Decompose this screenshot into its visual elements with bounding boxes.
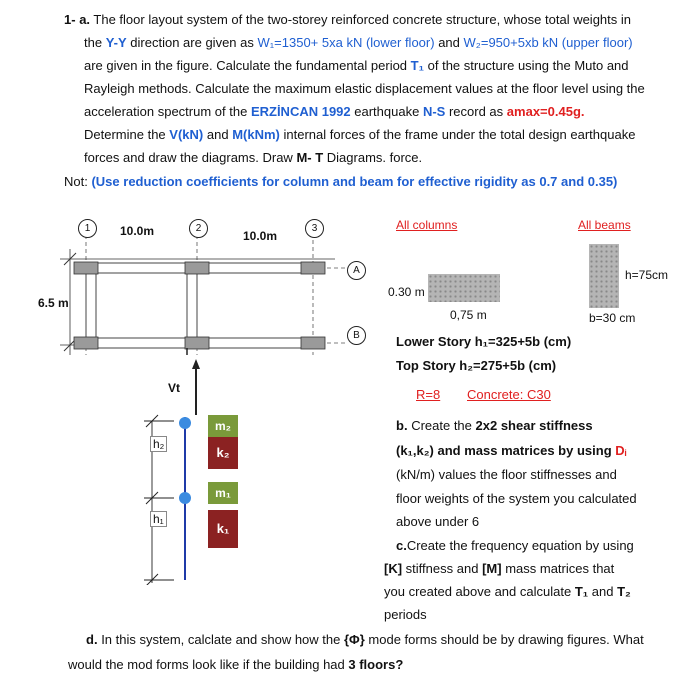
lower-story-label: Lower Story h₁=325+5b (cm) <box>396 334 572 349</box>
text-fragment: direction are given as <box>130 35 254 50</box>
column <box>185 262 209 274</box>
part-b-label: b. <box>396 418 408 433</box>
text-fragment: earthquake <box>354 104 420 119</box>
note-text: (Use reduction coefficients for column and beam for effective rigidity as 0.7 and 0.35) <box>91 174 618 189</box>
problem-line-3 <box>84 54 629 77</box>
span-label-1: 10.0m <box>120 224 155 238</box>
column-h-label: 0.30 m <box>388 285 425 299</box>
part-a-label: a. <box>79 12 91 27</box>
span-label-2: 10.0m <box>243 229 278 243</box>
text-fragment: forces and draw the diagrams. Draw <box>84 150 293 165</box>
column <box>74 337 98 349</box>
mass-node-2 <box>179 417 191 429</box>
phi-symbol: {Φ} <box>344 632 365 647</box>
axis-bubble-a: A <box>347 261 366 280</box>
text-fragment: 3 floors? <box>348 657 404 672</box>
column-section <box>428 274 500 302</box>
text-fragment: you created above and calculate <box>384 584 572 599</box>
problem-line-1 <box>64 8 631 31</box>
problem-text: The floor layout system of the two-storey reinforced concrete structure, whose total weights in <box>93 12 631 27</box>
weight-w1: W₁=1350+ 5xa kN (lower floor) <box>257 35 435 50</box>
text-fragment: and <box>206 127 229 142</box>
problem-line-7 <box>84 146 422 169</box>
text-fragment: are given in the figure. Calculate the fundamental period <box>84 58 408 73</box>
part-c-line-3 <box>384 580 631 603</box>
shear-model-drawing <box>130 355 250 585</box>
r-factor: R=8 <box>416 387 441 402</box>
k-matrix: [K] <box>384 561 403 576</box>
h1-label: h₁ <box>150 511 167 527</box>
axis-bubble-3: 3 <box>305 219 324 238</box>
beam-middle <box>187 263 197 348</box>
axis-bubble-1: 1 <box>78 219 97 238</box>
concrete-class: Concrete: C30 <box>467 387 551 402</box>
problem-line-5 <box>84 100 585 123</box>
text-fragment: the <box>84 35 103 50</box>
vt-arrow-head <box>192 359 200 369</box>
problem-number: 1- <box>64 12 76 27</box>
beams-title: All beams <box>578 218 631 232</box>
period-t1: T₁ <box>410 58 424 73</box>
di-label: Dᵢ <box>615 443 627 458</box>
part-b-line-1 <box>396 414 593 437</box>
part-b-line-5: above under 6 <box>396 514 480 529</box>
beam-b-label: b=30 cm <box>589 311 636 325</box>
text-fragment: matrices by using <box>501 443 612 458</box>
beam-left <box>86 263 96 348</box>
part-d-label: d. <box>86 632 98 647</box>
text-fragment: Diagrams. force. <box>326 150 423 165</box>
part-b-line-2 <box>396 439 627 462</box>
h2-label: h₂ <box>150 436 167 452</box>
text-fragment: In this system, calclate and show how the <box>101 632 341 647</box>
beam-section <box>589 244 619 308</box>
m-matrix: [M] <box>482 561 502 576</box>
part-c-line-4: periods <box>384 607 427 622</box>
diagram-label: M- T <box>296 150 324 165</box>
period-t1: T₁ <box>574 584 589 599</box>
part-d-line-1 <box>86 628 644 651</box>
spring-k1: k₁ <box>208 510 238 548</box>
problem-line-6 <box>84 123 635 146</box>
text-fragment: mass matrices that <box>505 561 615 576</box>
earthquake-name: ERZİNCAN 1992 <box>250 104 351 119</box>
part-b-line-3: (kN/m) values the floor stiffnesses and <box>396 467 617 482</box>
part-c-line-1 <box>396 534 634 557</box>
text-fragment: and <box>591 584 614 599</box>
column <box>301 262 325 274</box>
mass-m2: m₂ <box>208 415 238 437</box>
text-fragment: of the structure using the Muto and <box>427 58 629 73</box>
note-line <box>64 170 617 193</box>
part-d-line-2 <box>68 653 403 676</box>
depth-label: 6.5 m <box>38 296 69 310</box>
moment-unit: M(kNm) <box>232 127 280 142</box>
column-b-label: 0,75 m <box>450 308 487 322</box>
note-label: Not: <box>64 174 88 189</box>
beam-h-label: h=75cm <box>625 268 669 282</box>
vt-label: Vt <box>168 381 180 395</box>
mass-node-1 <box>179 492 191 504</box>
text-fragment: Determine the <box>84 127 166 142</box>
text-fragment: internal forces of the frame under the total design earthquake <box>283 127 636 142</box>
record-direction: N-S <box>422 104 446 119</box>
text-fragment: and <box>438 35 460 50</box>
text-fragment: (k₁,k₂) and mass <box>396 443 498 458</box>
column <box>301 337 325 349</box>
text-fragment: 2x2 shear stiffness <box>475 418 593 433</box>
problem-line-2 <box>84 31 633 54</box>
axis-bubble-b: B <box>347 326 366 345</box>
part-c-line-2 <box>384 557 614 580</box>
text-fragment: acceleration spectrum of the <box>84 104 248 119</box>
text-fragment: mode forms should be by drawing figures. What <box>368 632 644 647</box>
direction-label: Y-Y <box>105 35 127 50</box>
text-fragment: stiffness and <box>405 561 479 576</box>
text-fragment: would the mod forms look like if the building had <box>68 657 345 672</box>
amax-value: amax=0.45g. <box>506 104 585 119</box>
weight-w2: W₂=950+5xb kN (upper floor) <box>463 35 633 50</box>
text-fragment: Create the frequency equation by using <box>406 538 634 553</box>
problem-line-4: Rayleigh methods. Calculate the maximum elastic displacement values at the floor level using the <box>84 81 645 96</box>
period-t2: T₂ <box>617 584 631 599</box>
shear-unit: V(kN) <box>169 127 204 142</box>
top-story-label: Top Story h₂=275+5b (cm) <box>396 358 557 373</box>
column <box>185 337 209 349</box>
columns-title: All columns <box>396 218 458 232</box>
mass-m1: m₁ <box>208 482 238 504</box>
text-fragment: record as <box>448 104 504 119</box>
spring-k2: k₂ <box>208 437 238 469</box>
part-b-line-4: floor weights of the system you calculated <box>396 491 637 506</box>
part-c-label: c. <box>396 538 407 553</box>
column <box>74 262 98 274</box>
axis-bubble-2: 2 <box>189 219 208 238</box>
text-fragment: Create the <box>411 418 472 433</box>
